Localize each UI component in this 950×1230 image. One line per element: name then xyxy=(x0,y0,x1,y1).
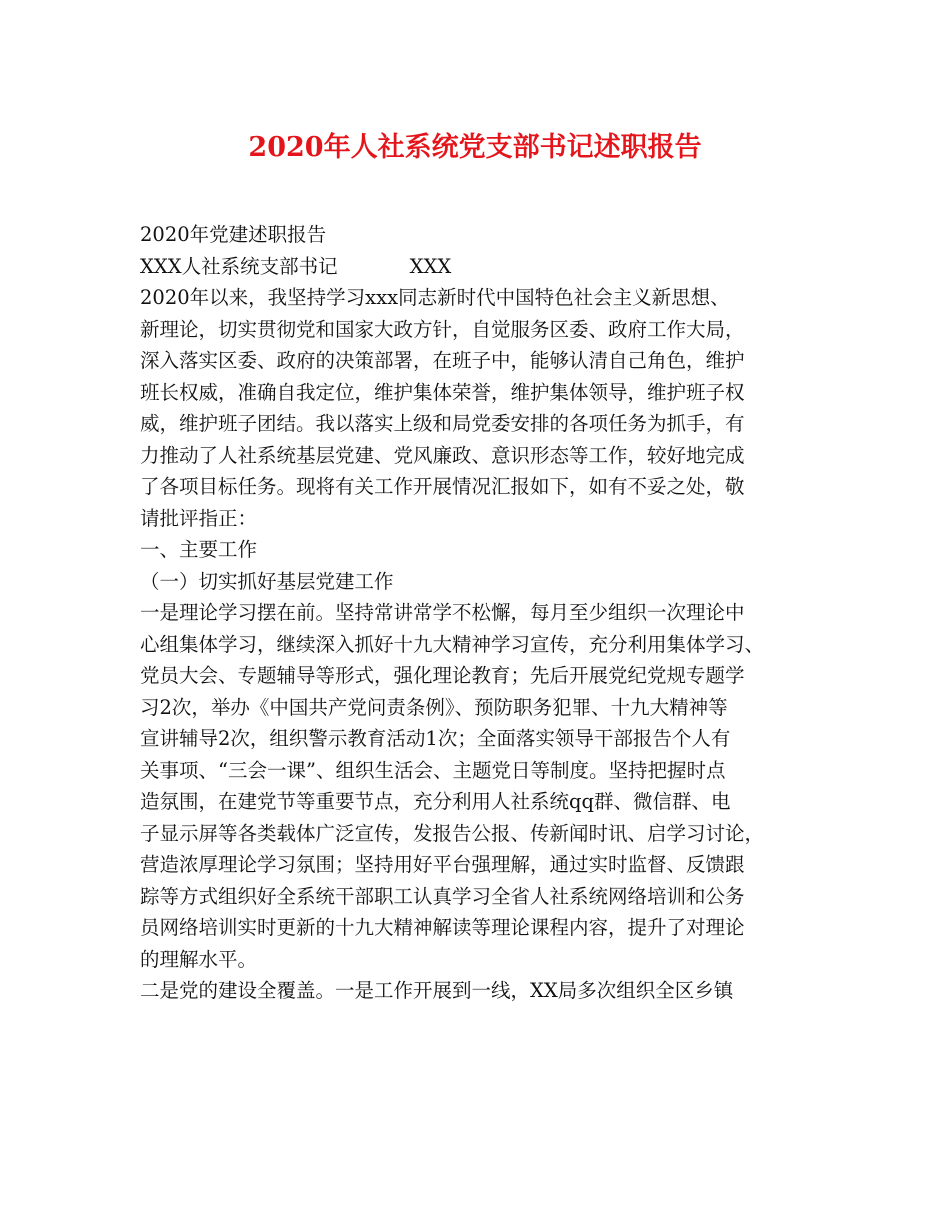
body-line: 子显示屏等各类载体广泛宣传，发报告公报、传新闻时讯、启学习讨论， xyxy=(140,821,765,845)
body-line: 威，维护班子团结。我以落实上级和局党委安排的各项任务为抓手，有 xyxy=(140,412,745,435)
document-title: 2020年人社系统党支部书记述职报告 xyxy=(248,132,702,163)
body-line: 关事项、“三会一课”、组织生活会、主题党日等制度。坚持把握时点 xyxy=(140,758,726,782)
author-name: XXX xyxy=(409,254,452,278)
body-line: 一是理论学习摆在前。坚持常讲常学不松懈，每月至少组织一次理论中 xyxy=(140,601,745,624)
subsection-heading: （一）切实抓好基层党建工作 xyxy=(140,569,394,593)
body-line: 班长权威，准确自我定位，维护集体荣誉，维护集体领导，维护班子权 xyxy=(140,380,745,404)
body-line: 2020年以来，我坚持学习xxx同志新时代中国特色社会主义新思想、 xyxy=(140,286,730,309)
body-line: 的理解水平。 xyxy=(140,947,258,971)
body-line: 新理论，切实贯彻党和国家大政方针，自觉服务区委、政府工作大局， xyxy=(140,317,745,341)
document-body xyxy=(140,219,830,1007)
body-line: 宣讲辅导2次，组织警示教育活动1次；全面落实领导干部报告个人有 xyxy=(140,727,731,750)
body-line: 心组集体学习，继续深入抓好十九大精神学习宣传，充分利用集体学习、 xyxy=(140,632,765,656)
body-line: 深入落实区委、政府的决策部署，在班子中，能够认清自己角色，维护 xyxy=(140,349,745,372)
author-role: XXX人社系统支部书记 xyxy=(140,254,338,278)
body-line: 二是党的建设全覆盖。一是工作开展到一线，XX局多次组织全区乡镇 xyxy=(140,979,734,1002)
body-line: 员网络培训实时更新的十九大精神解读等理论课程内容，提升了对理论 xyxy=(140,916,745,939)
author-line xyxy=(140,251,830,283)
report-subtitle: 2020年党建述职报告 xyxy=(140,223,327,246)
body-line: 力推动了人社系统基层党建、党风廉政、意识形态等工作，较好地完成 xyxy=(140,443,745,467)
body-line: 踪等方式组织好全系统干部职工认真学习全省人社系统网络培训和公务 xyxy=(140,884,745,908)
body-line: 请批评指正： xyxy=(140,506,258,530)
body-line: 了各项目标任务。现将有关工作开展情况汇报如下，如有不妥之处，敬 xyxy=(140,475,745,498)
body-line: 党员大会、专题辅导等形式，强化理论教育；先后开展党纪党规专题学 xyxy=(140,664,745,687)
body-line: 习2次，举办《中国共产党问责条例》、预防职务犯罪、十九大精神等 xyxy=(140,695,728,719)
body-line: 营造浓厚理论学习氛围；坚持用好平台强理解，通过实时监督、反馈跟 xyxy=(140,853,745,876)
body-line: 造氛围，在建党节等重要节点，充分利用人社系统qq群、微信群、电 xyxy=(140,790,731,813)
section-heading: 一、主要工作 xyxy=(140,538,258,561)
